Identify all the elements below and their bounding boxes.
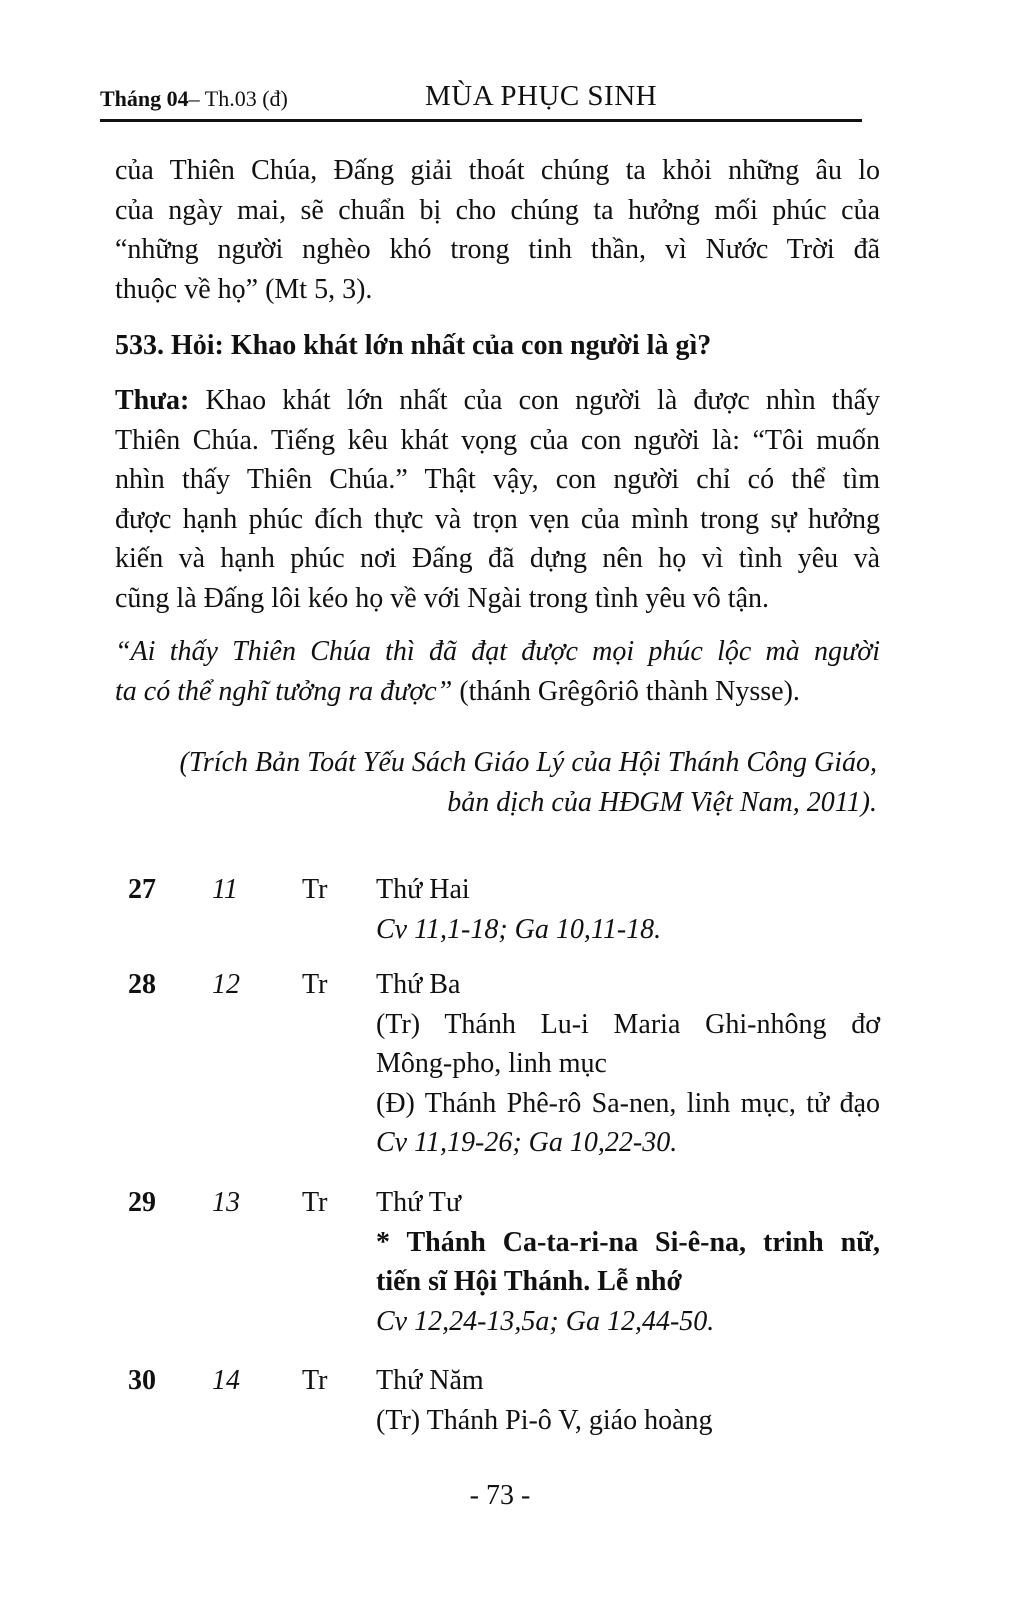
day-number: 29: [128, 1187, 156, 1218]
day-number: 27: [128, 874, 156, 905]
month-label: Tháng 04: [100, 86, 189, 111]
weekday: Thứ Năm: [376, 1365, 484, 1396]
lunar-day: 13: [212, 1187, 240, 1218]
text-span: Khao khát lớn nhất của con người là được nhìn thấy: [205, 385, 881, 416]
liturgical-color: Tr: [302, 1365, 328, 1396]
header-month: [100, 86, 288, 112]
text-line: [115, 672, 880, 712]
question-heading: 533. Hỏi: Khao khát lớn nhất của con người là gì?: [115, 330, 712, 361]
page-header: [100, 80, 860, 114]
readings: Cv 12,24-13,5a; Ga 12,44-50.: [376, 1305, 715, 1337]
lunar-day: 11: [212, 874, 238, 905]
quote-source: (thánh Grêgôriô thành Nysse).: [452, 675, 800, 707]
text-line: Thiên Chúa. Tiếng kêu khát vọng của con người là: “Tôi muốn: [115, 424, 880, 456]
liturgical-color: Tr: [302, 1187, 328, 1218]
text-line: được hạnh phúc đích thực và trọn vẹn của mình trong sự hưởng: [115, 503, 880, 535]
feast-note: (Tr) Thánh Lu-i Maria Ghi-nhông đơ: [376, 1008, 880, 1040]
answer-paragraph: [115, 381, 880, 618]
lunar-day: 14: [212, 1365, 240, 1396]
liturgical-color: Tr: [302, 874, 328, 905]
feast-note: Mông-pho, linh mục: [376, 1048, 607, 1079]
text-line: [115, 381, 880, 421]
text-line: thuộc về họ” (Mt 5, 3).: [115, 273, 373, 305]
feast-note: tiến sĩ Hội Thánh. Lễ nhớ: [376, 1266, 682, 1297]
readings: Cv 11,1-18; Ga 10,11-18.: [376, 913, 662, 945]
liturgical-color: Tr: [302, 969, 328, 1000]
text-line: (Trích Bản Toát Yếu Sách Giáo Lý của Hội Thánh Công Giáo,: [179, 747, 877, 778]
text-line: cũng là Đấng lôi kéo họ về với Ngài trong tình yêu vô tận.: [115, 582, 770, 614]
day-number: 28: [128, 969, 156, 1000]
text-line: bản dịch của HĐGM Việt Nam, 2011).: [447, 786, 877, 818]
lunar-day: 12: [212, 969, 240, 1000]
text-line: của Thiên Chúa, Đấng giải thoát chúng ta khỏi những âu lo: [115, 155, 880, 186]
weekday: Thứ Ba: [376, 969, 461, 1000]
weekday: Thứ Hai: [376, 874, 470, 905]
feast-note: (Đ) Thánh Phê-rô Sa-nen, linh mục, tử đạo: [376, 1087, 880, 1119]
feast-note: (Tr) Thánh Pi-ô V, giáo hoàng: [376, 1404, 713, 1436]
readings: Cv 11,19-26; Ga 10,22-30.: [376, 1127, 678, 1158]
quote-text: ta có thể nghĩ tưởng ra được”: [115, 675, 453, 707]
text-line: “những người nghèo khó trong tinh thần, vì Nước Trời đã: [115, 234, 880, 265]
text-line: “Ai thấy Thiên Chúa thì đã đạt được mọi phúc lộc mà người: [115, 636, 880, 667]
week-label: – Th.03 (đ): [188, 86, 288, 111]
quote-paragraph: [115, 632, 880, 711]
text-line: kiến và hạnh phúc nơi Đấng đã dựng nên họ vì tình yêu và: [115, 543, 880, 574]
weekday: Thứ Tư: [376, 1187, 462, 1218]
text-line: nhìn thấy Thiên Chúa.” Thật vậy, con người chỉ có thể tìm: [115, 464, 880, 495]
text-line: của ngày mai, sẽ chuẩn bị cho chúng ta hưởng mối phúc của: [115, 194, 880, 226]
header-rule: [100, 119, 862, 122]
intro-paragraph: [115, 151, 880, 309]
citation: [115, 743, 877, 822]
day-number: 30: [128, 1365, 156, 1396]
answer-label: Thưa:: [115, 385, 190, 416]
page-number: - 73 -: [469, 1480, 531, 1511]
feast-note: * Thánh Ca-ta-ri-na Si-ê-na, trinh nữ,: [376, 1226, 880, 1258]
header-title: MÙA PHỤC SINH: [425, 80, 658, 112]
